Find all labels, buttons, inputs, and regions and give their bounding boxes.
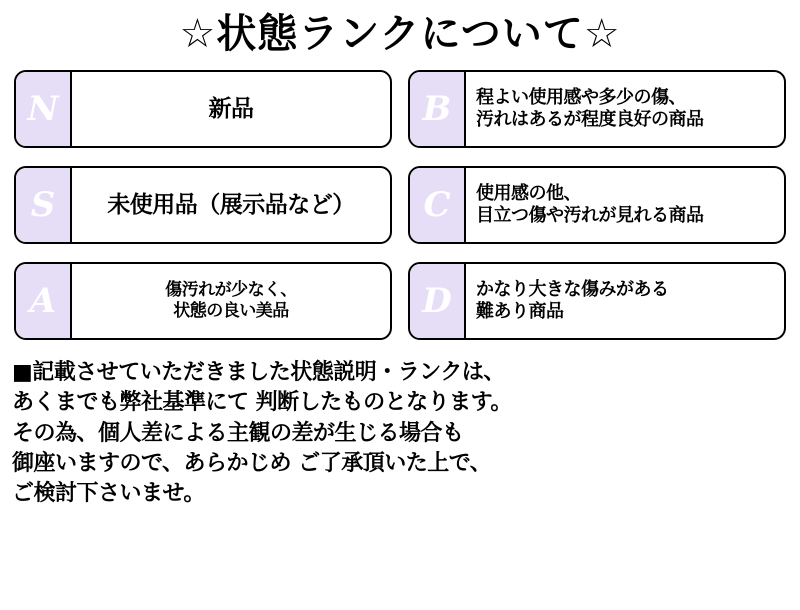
disclaimer-line: 御座いますので、あらかじめ ご了承頂いた上で、: [12, 451, 492, 477]
rank-description: [466, 264, 784, 338]
rank-description: [466, 72, 784, 146]
disclaimer-line: その為、個人差による主観の差が生じる場合も: [12, 420, 464, 446]
rank-card-d: [408, 262, 786, 340]
disclaimer-line: ご検討下さいませ。: [12, 481, 205, 507]
rank-card-c: [408, 166, 786, 244]
rank-card-grid: [0, 70, 800, 340]
disclaimer-line: ■記載させていただきました状態説明・ランクは、: [12, 360, 505, 385]
rank-card-a: [14, 262, 392, 340]
rank-letter-badge: B: [410, 72, 466, 146]
rank-letter-badge: N: [16, 72, 72, 146]
rank-description-line: 状態の良い美品: [173, 301, 289, 321]
rank-description-line: 汚れはあるが程度良好の商品: [476, 109, 704, 130]
rank-description: [72, 264, 390, 338]
rank-description-line: 目立つ傷や汚れが見れる商品: [476, 205, 704, 226]
rank-card-b: [408, 70, 786, 148]
rank-letter-badge: S: [16, 168, 72, 242]
rank-letter-badge: C: [410, 168, 466, 242]
rank-description-line: かなり大きな傷みがある: [476, 278, 669, 300]
rank-description-line: 程よい使用感や多少の傷、: [476, 86, 686, 108]
rank-description-line: 難あり商品: [476, 301, 564, 322]
page-title: ☆状態ランクについて☆: [179, 11, 621, 57]
rank-letter-badge: D: [410, 264, 466, 338]
rank-card-s: [14, 166, 392, 244]
rank-letter-badge: A: [16, 264, 72, 338]
rank-card-n: [14, 70, 392, 148]
rank-description-line: 新品: [208, 95, 254, 122]
rank-description-line: 使用感の他、: [476, 182, 581, 204]
disclaimer-line: あくまでも弊社基準にて 判断したものとなります。: [12, 390, 512, 416]
rank-description: [72, 72, 390, 146]
rank-description-line: 未使用品（展示品など）: [107, 191, 355, 218]
disclaimer-note: [0, 358, 800, 510]
rank-description: [72, 168, 390, 242]
rank-description-line: 傷汚れが少なく、: [165, 279, 297, 300]
rank-description: [466, 168, 784, 242]
